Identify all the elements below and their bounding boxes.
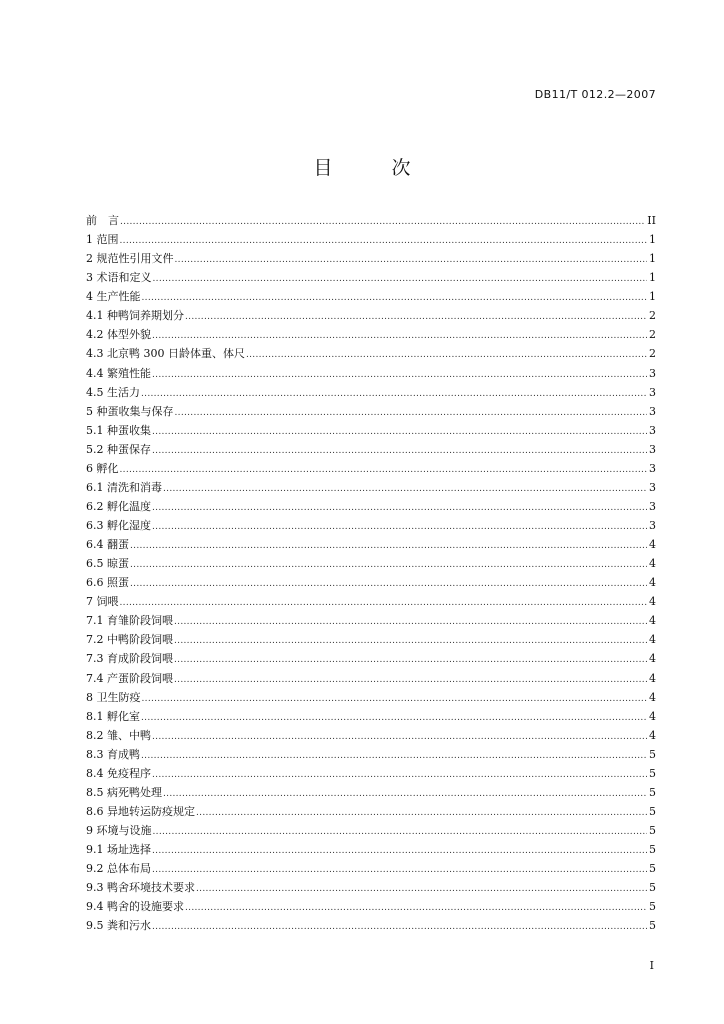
toc-entry-label: 6.1 清洗和消毒 (86, 480, 162, 494)
toc-entry-page: 3 (649, 366, 656, 380)
toc-entry-page: 1 (649, 271, 656, 285)
toc-dot-leader (141, 709, 647, 728)
toc-entry[interactable] (86, 688, 656, 707)
toc-entry-page: 5 (649, 843, 656, 857)
standard-code: DB11/T 012.2—2007 (534, 88, 656, 101)
toc-entry[interactable] (86, 573, 656, 592)
toc-entry[interactable] (86, 211, 656, 230)
page-title: 目 次 (313, 157, 431, 179)
toc-entry[interactable] (86, 878, 656, 897)
toc-entry[interactable] (86, 535, 656, 554)
toc-entry-label: 3 术语和定义 (86, 271, 152, 285)
toc-entry-page: 3 (649, 499, 656, 513)
toc-entry-label: 6.6 照蛋 (86, 576, 129, 590)
toc-dot-leader (120, 594, 648, 613)
toc-dot-leader (246, 346, 647, 365)
toc-entry[interactable] (86, 745, 656, 764)
toc-entry[interactable] (86, 821, 656, 840)
toc-dot-leader (142, 289, 648, 308)
toc-entry-label: 9 环境与设施 (86, 824, 152, 837)
toc-entry-page: 4 (649, 690, 656, 704)
toc-entry-page: 5 (649, 881, 656, 895)
toc-dot-leader (152, 861, 647, 880)
toc-entry[interactable] (86, 344, 656, 363)
toc-entry[interactable] (86, 630, 656, 649)
toc-entry-label: 5.2 种蛋保存 (86, 442, 151, 456)
toc-entry-page: 1 (649, 290, 656, 304)
toc-entry[interactable] (86, 859, 656, 878)
toc-entry-page: 3 (649, 385, 656, 399)
toc-entry-page: 5 (649, 766, 656, 780)
toc-entry-label: 8.2 雏、中鸭 (86, 728, 151, 742)
toc-entry-label: 8.1 孵化室 (86, 709, 140, 723)
toc-dot-leader (196, 880, 647, 899)
toc-entry-page: 5 (649, 862, 656, 876)
toc-dot-leader (152, 518, 647, 537)
toc-entry[interactable] (86, 611, 656, 630)
toc-entry[interactable] (86, 649, 656, 668)
toc-entry[interactable] (86, 516, 656, 535)
toc-entry-label: 4.3 北京鸭 300 日龄体重、体尺 (86, 347, 245, 361)
toc-entry-label: 7.1 育雏阶段饲喂 (86, 614, 173, 628)
toc-entry-page: 5 (649, 804, 656, 818)
toc-entry-label: 4.2 体型外貌 (86, 328, 151, 342)
toc-dot-leader (130, 537, 647, 556)
toc-entry[interactable] (86, 764, 656, 783)
toc-entry-label: 5 种蛋收集与保存 (86, 404, 174, 418)
toc-entry-label: 6.5 晾蛋 (86, 557, 129, 571)
toc-dot-leader (152, 423, 647, 442)
toc-entry-label: 6 孵化 (86, 461, 119, 475)
toc-entry-page: 3 (649, 442, 656, 456)
toc-entry-page: 4 (649, 538, 656, 552)
toc-entry-label: 8.6 异地转运防疫规定 (86, 804, 195, 818)
toc-dot-leader (152, 442, 647, 461)
toc-dot-leader (163, 785, 647, 804)
toc-dot-leader (152, 766, 647, 785)
toc-entry-page: 5 (649, 785, 656, 799)
toc-entry[interactable] (86, 459, 656, 478)
toc-entry-page: 3 (649, 480, 656, 494)
toc-entry[interactable] (86, 325, 656, 344)
toc-entry-label: 4.5 生活力 (86, 385, 140, 399)
toc-entry-page: 3 (649, 461, 656, 475)
toc-entry-label: 2 规范性引用文件 (86, 252, 174, 266)
toc-entry-label: 4.4 繁殖性能 (86, 366, 151, 380)
toc-entry[interactable] (86, 707, 656, 726)
toc-dot-leader (185, 308, 647, 327)
toc-entry-label: 4 生产性能 (86, 290, 141, 304)
toc-entry[interactable] (86, 249, 656, 268)
toc-entry[interactable] (86, 916, 656, 935)
toc-entry[interactable] (86, 364, 656, 383)
toc-entry[interactable] (86, 783, 656, 802)
toc-entry-page: 4 (649, 671, 656, 685)
toc-entry-page: 1 (649, 252, 656, 266)
toc-entry-label: 4.1 种鸭饲养期划分 (86, 309, 184, 323)
toc-entry-page: 4 (649, 728, 656, 742)
table-of-contents (86, 211, 656, 935)
toc-entry[interactable] (86, 669, 656, 688)
toc-dot-leader (196, 804, 647, 823)
toc-entry[interactable] (86, 592, 656, 611)
toc-entry[interactable] (86, 840, 656, 859)
toc-entry-page: 4 (649, 652, 656, 666)
toc-entry-label: 7.2 中鸭阶段饲喂 (86, 633, 173, 647)
toc-dot-leader (163, 480, 647, 499)
toc-entry-page: 3 (649, 404, 656, 418)
toc-dot-leader (174, 671, 647, 690)
toc-entry-page: 5 (649, 747, 656, 761)
toc-dot-leader (174, 651, 647, 670)
toc-entry[interactable] (86, 440, 656, 459)
toc-dot-leader (174, 632, 647, 651)
toc-entry-label: 9.4 鸭舍的设施要求 (86, 900, 184, 914)
toc-dot-leader (175, 251, 648, 270)
toc-dot-leader (152, 842, 647, 861)
toc-dot-leader (141, 747, 647, 766)
toc-dot-leader (174, 613, 647, 632)
toc-entry-label: 6.4 翻蛋 (86, 538, 129, 552)
toc-dot-leader (120, 232, 648, 251)
toc-dot-leader (130, 575, 647, 594)
page-number: I (649, 959, 654, 972)
toc-entry[interactable] (86, 402, 656, 421)
toc-entry[interactable] (86, 497, 656, 516)
toc-entry-label: 9.1 场址选择 (86, 843, 151, 857)
toc-entry-page: 1 (649, 233, 656, 247)
toc-entry[interactable] (86, 230, 656, 249)
toc-entry-page: 3 (649, 423, 656, 437)
toc-entry[interactable] (86, 268, 656, 287)
toc-entry-label: 1 范围 (86, 233, 119, 247)
toc-dot-leader (141, 385, 647, 404)
toc-entry[interactable] (86, 306, 656, 325)
toc-entry-page: II (647, 214, 656, 227)
toc-dot-leader (153, 823, 648, 842)
toc-entry-page: 5 (649, 919, 656, 933)
toc-entry-label: 9.3 鸭舍环境技术要求 (86, 881, 195, 895)
toc-dot-leader (120, 213, 645, 232)
toc-entry[interactable] (86, 726, 656, 745)
toc-entry-label: 7 饲喂 (86, 595, 119, 609)
toc-entry-label: 前 言 (86, 214, 119, 227)
toc-dot-leader (153, 270, 648, 289)
toc-entry-page: 3 (649, 519, 656, 532)
toc-dot-leader (185, 899, 647, 918)
toc-entry-label: 9.5 粪和污水 (86, 919, 151, 933)
toc-entry-page: 4 (649, 576, 656, 590)
toc-dot-leader (152, 728, 647, 747)
toc-entry-label: 8.5 病死鸭处理 (86, 785, 162, 799)
toc-dot-leader (130, 556, 647, 575)
toc-dot-leader (152, 918, 647, 937)
toc-entry-page: 4 (649, 614, 656, 628)
toc-entry-page: 5 (649, 900, 656, 914)
toc-entry-label: 7.4 产蛋阶段饲喂 (86, 671, 173, 685)
toc-entry-label: 6.3 孵化湿度 (86, 519, 151, 532)
toc-entry-label: 8.3 育成鸭 (86, 747, 140, 761)
toc-entry-page: 4 (649, 633, 656, 647)
toc-entry[interactable] (86, 802, 656, 821)
toc-entry-page: 4 (649, 595, 656, 609)
toc-entry[interactable] (86, 421, 656, 440)
toc-entry-page: 2 (649, 309, 656, 323)
toc-entry-label: 9.2 总体布局 (86, 862, 151, 876)
toc-entry[interactable] (86, 478, 656, 497)
toc-dot-leader (152, 366, 647, 385)
toc-entry[interactable] (86, 383, 656, 402)
toc-entry-label: 8.4 免疫程序 (86, 766, 151, 780)
toc-entry-label: 8 卫生防疫 (86, 690, 141, 704)
toc-entry[interactable] (86, 287, 656, 306)
toc-entry[interactable] (86, 554, 656, 573)
toc-entry-label: 6.2 孵化温度 (86, 499, 151, 513)
toc-entry-page: 2 (649, 328, 656, 342)
toc-entry-label: 5.1 种蛋收集 (86, 423, 151, 437)
toc-entry-page: 2 (649, 347, 656, 361)
toc-dot-leader (120, 461, 648, 480)
toc-entry-page: 4 (649, 709, 656, 723)
toc-dot-leader (142, 690, 648, 709)
toc-entry-label: 7.3 育成阶段饲喂 (86, 652, 173, 666)
toc-entry[interactable] (86, 897, 656, 916)
toc-dot-leader (152, 499, 647, 518)
toc-dot-leader (175, 404, 648, 423)
toc-entry-page: 5 (649, 824, 656, 837)
toc-entry-page: 4 (649, 557, 656, 571)
